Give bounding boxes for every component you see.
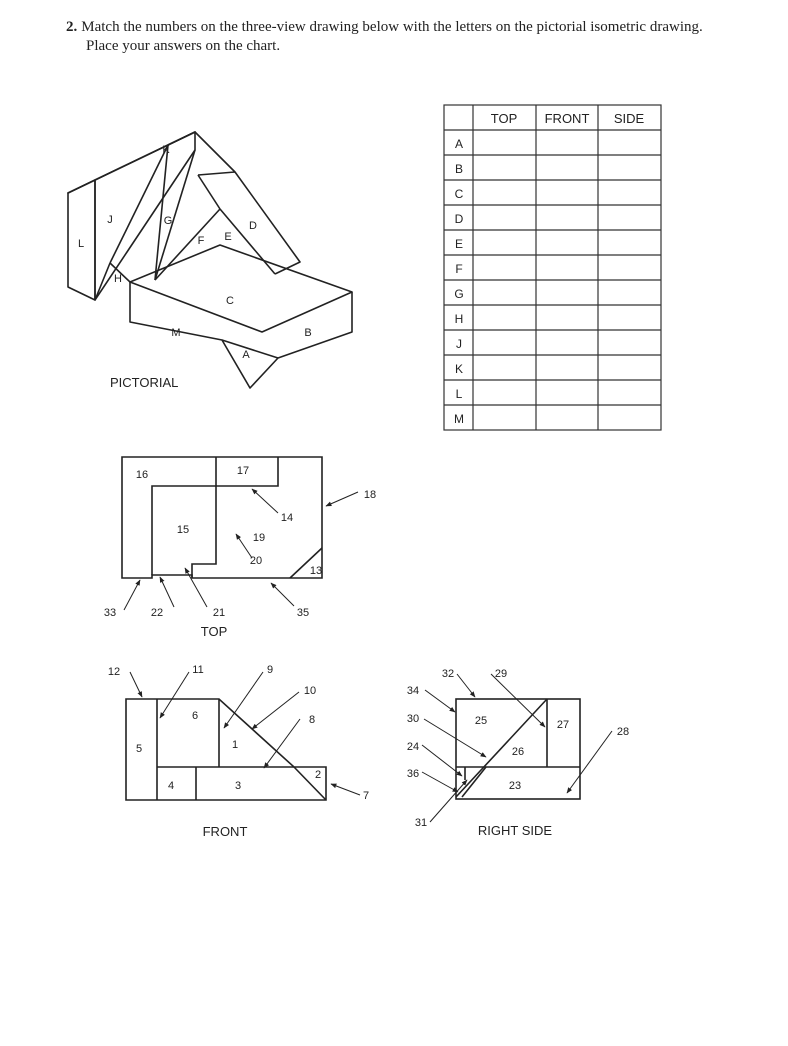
chart-row-label: E xyxy=(454,237,464,251)
pictorial-label-B: B xyxy=(304,327,312,339)
front-label-10: 10 xyxy=(303,685,317,697)
chart-row-label: D xyxy=(454,212,464,226)
front-label-2: 2 xyxy=(314,769,322,781)
pictorial-label-D: D xyxy=(249,220,257,232)
top-label-35: 35 xyxy=(296,607,310,619)
pictorial-label-H: H xyxy=(114,273,122,285)
top-label-16: 16 xyxy=(135,469,149,481)
side-label-31: 31 xyxy=(414,817,428,829)
top-label-13: 13 xyxy=(309,565,323,577)
top-view-leaders xyxy=(124,489,358,610)
side-view-caption: RIGHT SIDE xyxy=(477,823,553,838)
top-view-labels xyxy=(104,465,376,639)
front-label-4: 4 xyxy=(167,780,175,792)
chart-row-label: A xyxy=(454,137,464,151)
chart-row-label: H xyxy=(454,312,464,326)
top-label-18: 18 xyxy=(363,489,377,501)
answer-chart xyxy=(444,105,661,430)
side-label-27: 27 xyxy=(556,719,570,731)
pictorial-label-A: A xyxy=(242,349,250,361)
side-label-29: 29 xyxy=(494,668,508,680)
front-label-11: 11 xyxy=(192,664,204,676)
front-label-3: 3 xyxy=(234,780,242,792)
top-label-17: 17 xyxy=(236,465,250,477)
side-label-30: 30 xyxy=(406,713,420,725)
pictorial-label-F: F xyxy=(197,235,205,247)
side-label-26: 26 xyxy=(511,746,525,758)
front-label-12: 12 xyxy=(107,666,121,678)
pictorial-face-C xyxy=(130,245,352,332)
top-label-21: 21 xyxy=(212,607,226,619)
front-label-7: 7 xyxy=(362,790,370,802)
side-label-36: 36 xyxy=(406,768,420,780)
front-label-6: 6 xyxy=(191,710,199,722)
top-label-15: 15 xyxy=(176,524,190,536)
instruction-line-2: Place your answers on the chart. xyxy=(86,38,281,54)
instruction-line-1: Match the numbers on the three-view drawing below with the letters on the pictorial isometric drawing. xyxy=(81,19,703,35)
pictorial-label-G: G xyxy=(163,215,173,227)
front-view-drawing xyxy=(126,699,326,800)
chart-row-label: F xyxy=(455,262,463,276)
answer-chart-text xyxy=(454,111,644,426)
chart-header-front: FRONT xyxy=(544,111,590,126)
pictorial-label-C: C xyxy=(226,295,234,307)
side-label-24: 24 xyxy=(406,741,420,753)
pictorial-label-K: K xyxy=(162,144,170,156)
chart-row-label: M xyxy=(454,412,464,426)
front-label-9: 9 xyxy=(266,664,274,676)
chart-row-label: B xyxy=(454,162,464,176)
pictorial-label-J: J xyxy=(107,214,113,226)
side-label-28: 28 xyxy=(616,726,630,738)
top-label-22: 22 xyxy=(150,607,164,619)
front-view-caption: FRONT xyxy=(202,824,248,839)
chart-row-label: C xyxy=(454,187,464,201)
pictorial-label-E: E xyxy=(224,231,232,243)
top-label-19: 19 xyxy=(252,532,266,544)
front-view-labels xyxy=(108,664,369,839)
question-number: 2. xyxy=(66,19,78,35)
side-label-23: 23 xyxy=(508,780,522,792)
front-label-8: 8 xyxy=(308,714,316,726)
side-label-34: 34 xyxy=(406,685,420,697)
chart-row-label: J xyxy=(456,337,462,351)
side-label-25: 25 xyxy=(474,715,488,727)
pictorial-label-M: M xyxy=(171,327,181,339)
chart-row-label: K xyxy=(454,362,464,376)
chart-header-side: SIDE xyxy=(613,111,645,126)
pictorial-labels xyxy=(78,144,312,390)
pictorial-label-L: L xyxy=(77,238,85,250)
top-label-33: 33 xyxy=(103,607,117,619)
chart-header-top: TOP xyxy=(490,111,518,126)
top-label-14: 14 xyxy=(280,512,294,524)
side-label-32: 32 xyxy=(441,668,455,680)
front-label-5: 5 xyxy=(135,743,143,755)
chart-row-label: L xyxy=(455,387,463,401)
top-view-caption: TOP xyxy=(200,624,228,639)
chart-row-label: G xyxy=(454,287,464,301)
front-label-1: 1 xyxy=(231,739,239,751)
top-label-20: 20 xyxy=(249,555,263,567)
pictorial-caption: PICTORIAL xyxy=(110,375,179,390)
pictorial-drawing xyxy=(68,132,352,388)
